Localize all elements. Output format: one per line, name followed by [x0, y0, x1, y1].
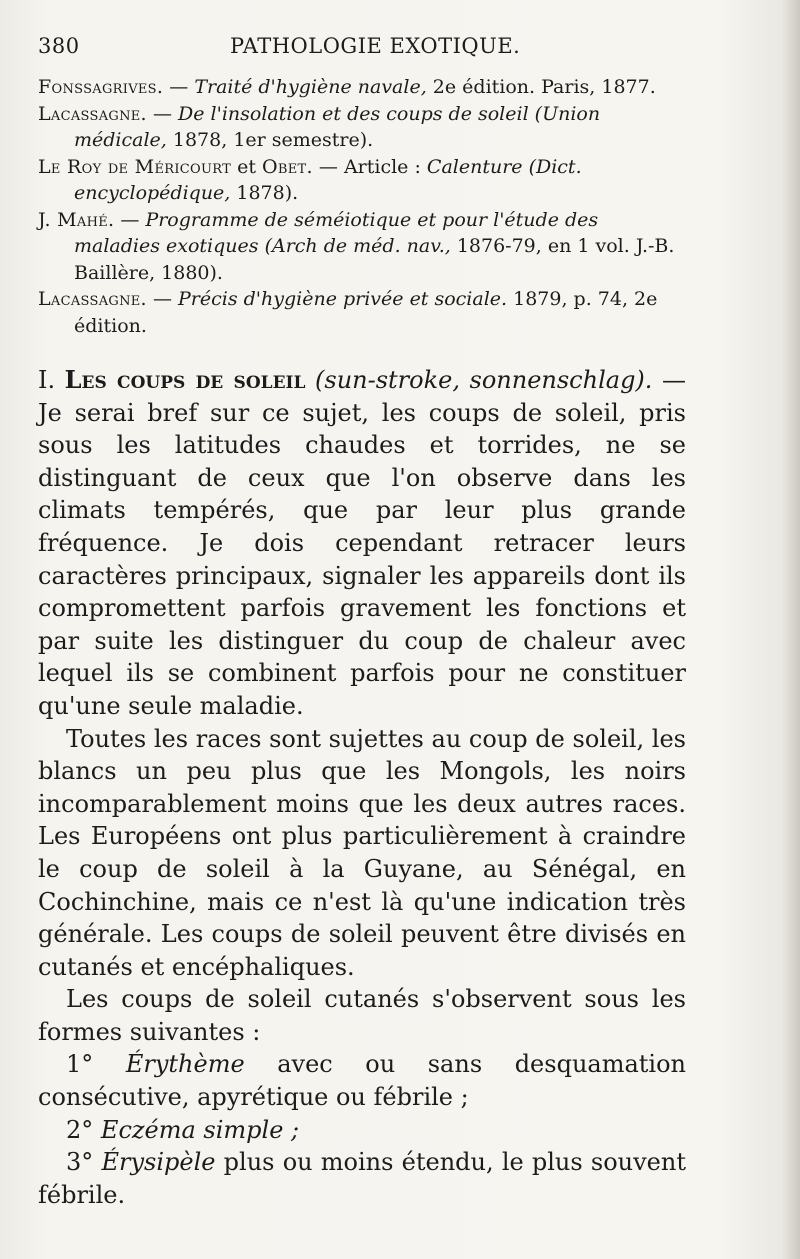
- bib-sep: —: [114, 208, 146, 231]
- bib-rest: 1876-79, en 1 vol. J.-B. Baillère, 1880).: [74, 235, 675, 284]
- page-number: 380: [38, 34, 80, 58]
- bibliography: [38, 74, 688, 339]
- bib-title: De l'insolation et des coups de soleil (Union médicale,: [74, 102, 601, 151]
- list-item: [38, 1048, 686, 1113]
- body-text: [38, 364, 686, 1211]
- bib-entry: [38, 74, 688, 101]
- list-number: 1°: [66, 1050, 94, 1079]
- bib-sep: — Article :: [312, 155, 427, 178]
- section-subtitle: (sun-stroke, sonnenschlag).: [315, 366, 653, 394]
- list-term: Eczéma simple ;: [100, 1115, 300, 1144]
- bib-title: Traité d'hygiène navale,: [194, 76, 427, 98]
- list-rest: avec ou sans desquamation consécutive, apyrétique ou fébrile ;: [38, 1050, 686, 1112]
- bib-title: Programme de séméiotique et pour l'étude des maladies exotiques (Arch de méd. nav.,: [74, 208, 599, 257]
- bib-author: Lacassagne.: [38, 102, 147, 125]
- bib-sep: —: [163, 76, 195, 98]
- bib-title: Précis d'hygiène privée et sociale.: [178, 288, 508, 310]
- section-intro: — Je serai bref sur ce sujet, les coups de soleil, pris sous les latitudes chaudes et torrides, ne se distinguant de ceux que l'on observe dans les climats tempérés, que par leur plus grande fréquence. Je dois cependant retracer leurs caractères principaux, signaler les appareils dont ils compromettent parfois gravement les fonctions et par suite les distinguer du coup de chaleur avec lequel ils se combinent parfois pour ne constituer qu'une seule maladie.: [38, 366, 686, 720]
- bib-entry: [38, 286, 688, 339]
- list-term: Érysipèle: [101, 1148, 216, 1177]
- bib-author-2: Obet.: [262, 155, 313, 178]
- bib-author: Lacassagne.: [38, 288, 147, 310]
- bib-sep: —: [146, 102, 178, 125]
- list-item: [38, 1146, 686, 1211]
- list-item: [38, 1114, 686, 1147]
- bib-author: Le Roy de Méricourt: [38, 155, 232, 178]
- bib-rest: 1878).: [230, 182, 299, 204]
- bib-rest: 1879, p. 74, 2e édition.: [74, 288, 658, 337]
- bib-rest: 1878, 1er semestre).: [166, 129, 374, 151]
- page-header: [38, 34, 688, 68]
- section-number: I.: [38, 366, 56, 394]
- running-title: PATHOLOGIE EXOTIQUE.: [230, 34, 521, 58]
- bib-mid: et: [231, 155, 263, 178]
- bib-sep: —: [146, 288, 178, 310]
- section-paragraph: [38, 364, 686, 723]
- paragraph-cutaneous: Les coups de soleil cutanés s'observent sous les formes suivantes :: [38, 985, 686, 1046]
- list-number: 2°: [66, 1115, 94, 1144]
- list-number: 3°: [66, 1148, 94, 1177]
- list-rest: plus ou moins étendu, le plus souvent fébrile.: [38, 1148, 686, 1209]
- list-term: Érythème: [125, 1050, 245, 1079]
- page-edge-shadow: [782, 0, 800, 1259]
- bib-author: Fonssagrives.: [38, 76, 164, 98]
- bib-entry: [38, 154, 688, 207]
- bib-entry: [38, 207, 688, 287]
- bib-entry: [38, 101, 688, 154]
- bib-author: J. Mahé.: [38, 208, 115, 231]
- paragraph-races: Toutes les races sont sujettes au coup de soleil, les blancs un peu plus que les Mongols, les noirs incomparablement moins que les deux autres races. Les Européens ont plus particulièrement à craindre le coup de soleil à la Guyane, au Sénégal, en Cochinchine, mais ce n'est là qu'une indication très générale. Les coups de soleil peuvent être divisés en cutanés et encéphaliques.: [38, 724, 686, 981]
- bib-rest: 2e édition. Paris, 1877.: [426, 76, 656, 98]
- bib-title: Calenture (Dict. encyclopédique,: [74, 155, 582, 204]
- section-heading: Les coups de soleil: [64, 365, 306, 394]
